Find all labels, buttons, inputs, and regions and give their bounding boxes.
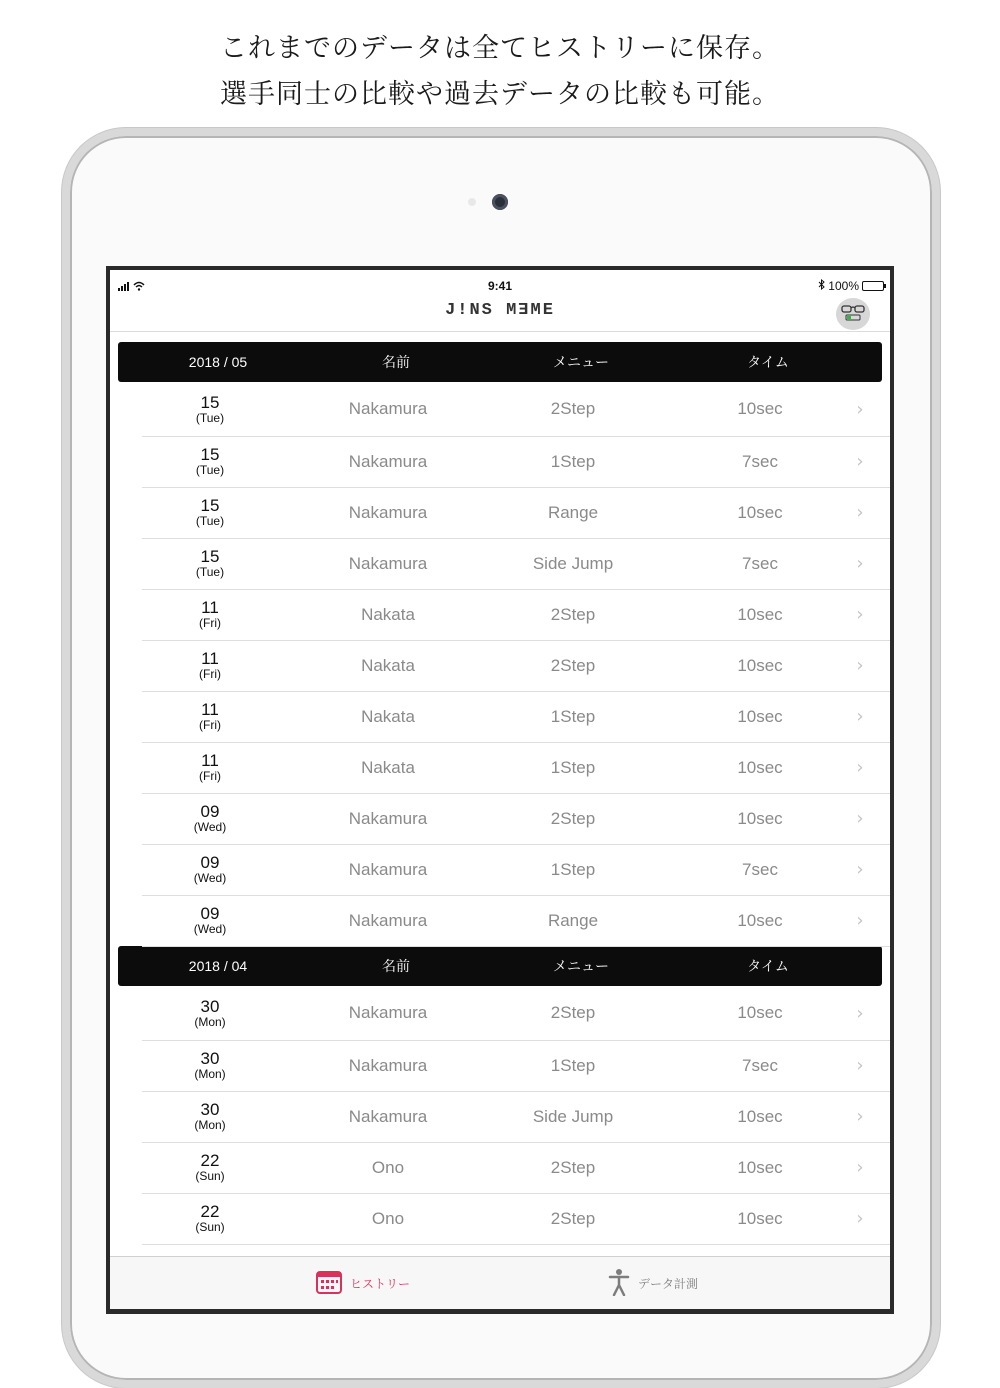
row-time: 10sec [737, 399, 783, 418]
chevron-right-icon: › [856, 910, 864, 931]
row-menu: 2Step [550, 399, 596, 418]
row-day: 22 [200, 1202, 220, 1222]
section-header [118, 946, 882, 986]
history-row[interactable] [110, 1193, 890, 1244]
row-name: Ono [371, 1208, 405, 1228]
column-header-menu: メニュー [553, 958, 609, 974]
row-name: Nakamura [348, 451, 428, 471]
row-date [110, 497, 310, 527]
row-time: 10sec [737, 910, 783, 930]
row-weekday: (Wed) [193, 922, 227, 937]
history-row[interactable] [110, 691, 890, 742]
row-menu: 1Step [550, 859, 596, 879]
chevron-right-icon: › [856, 706, 864, 727]
history-row[interactable] [110, 742, 890, 793]
row-weekday: (Fri) [199, 667, 221, 682]
row-name: Nakamura [348, 1055, 428, 1075]
row-menu: 1Step [550, 757, 596, 777]
row-weekday: (Mon) [194, 1118, 226, 1133]
row-menu: 1Step [550, 451, 596, 471]
history-row[interactable] [110, 487, 890, 538]
front-camera [492, 194, 508, 210]
history-row[interactable] [110, 382, 890, 436]
row-time: 10sec [737, 604, 783, 624]
sensor-dot [468, 198, 476, 206]
row-date [110, 599, 310, 629]
chevron-right-icon: › [856, 1055, 864, 1076]
row-date [110, 650, 310, 680]
row-weekday: (Fri) [199, 718, 221, 733]
tab-measure[interactable] [608, 1257, 698, 1310]
row-day: 15 [200, 445, 220, 465]
row-time: 10sec [737, 1003, 783, 1022]
glasses-icon [841, 302, 865, 326]
row-weekday: (Sun) [195, 1220, 225, 1235]
row-menu: Side Jump [532, 1106, 614, 1126]
row-day: 09 [200, 802, 220, 822]
row-day: 09 [200, 904, 220, 924]
row-date [110, 394, 310, 424]
row-name: Nakata [361, 604, 415, 624]
row-menu: 1Step [550, 706, 596, 726]
battery-icon [862, 281, 884, 291]
chevron-right-icon: › [856, 1002, 864, 1024]
chevron-right-icon: › [856, 1106, 864, 1127]
person-icon [608, 1268, 630, 1299]
history-row[interactable] [110, 1040, 890, 1091]
row-date [110, 752, 310, 782]
glasses-status-button[interactable] [836, 298, 870, 330]
row-date [110, 998, 310, 1028]
row-day: 30 [200, 1100, 220, 1120]
row-name: Nakamura [348, 1003, 428, 1022]
row-day: 15 [200, 496, 220, 516]
row-time: 10sec [737, 1208, 783, 1228]
row-name: Nakamura [348, 502, 428, 522]
row-menu: 2Step [550, 1003, 596, 1022]
row-weekday: (Tue) [195, 463, 225, 478]
row-weekday: (Mon) [194, 1014, 226, 1029]
tab-history-label: ヒストリー [350, 1277, 411, 1291]
row-weekday: (Tue) [195, 565, 225, 580]
history-row[interactable] [110, 986, 890, 1040]
row-date [110, 548, 310, 578]
section-month: 2018 / 04 [188, 958, 248, 974]
section-month: 2018 / 05 [188, 354, 248, 370]
history-row[interactable] [110, 436, 890, 487]
row-menu: 2Step [550, 604, 596, 624]
row-date [110, 701, 310, 731]
row-time: 10sec [737, 808, 783, 828]
row-date [110, 446, 310, 476]
row-day: 11 [201, 649, 219, 669]
row-name: Nakamura [348, 910, 428, 930]
chevron-right-icon: › [856, 655, 864, 676]
row-menu: 2Step [550, 1208, 596, 1228]
history-row[interactable] [110, 589, 890, 640]
row-day: 30 [200, 1049, 220, 1069]
row-name: Nakamura [348, 399, 428, 418]
row-time: 7sec [742, 451, 778, 471]
row-menu: 2Step [550, 1157, 596, 1177]
row-date [110, 1152, 310, 1182]
app-screen [106, 266, 894, 1314]
history-row[interactable] [110, 1091, 890, 1142]
column-header-name: 名前 [382, 958, 410, 974]
column-header-time: タイム [747, 354, 789, 370]
row-time: 10sec [737, 655, 783, 675]
status-time: 9:41 [487, 279, 513, 293]
row-menu: 2Step [550, 808, 596, 828]
row-time: 10sec [737, 1157, 783, 1177]
row-time: 10sec [737, 757, 783, 777]
history-row[interactable] [110, 895, 890, 946]
row-name: Nakamura [348, 553, 428, 573]
row-weekday: (Sun) [195, 1169, 225, 1184]
row-date [110, 803, 310, 833]
row-time: 7sec [742, 1055, 778, 1075]
row-day: 09 [200, 853, 220, 873]
caption-line-2: 選手同士の比較や過去データの比較も可能。 [220, 79, 780, 110]
row-day: 15 [200, 392, 220, 412]
history-row[interactable] [110, 793, 890, 844]
row-weekday: (Tue) [195, 410, 225, 425]
row-name: Nakata [361, 757, 415, 777]
history-row[interactable] [110, 640, 890, 691]
row-weekday: (Wed) [193, 820, 227, 835]
tab-measure-label: データ計測 [638, 1277, 699, 1291]
battery-percent: 100% [828, 279, 859, 293]
row-menu: 1Step [550, 1055, 596, 1075]
status-right [818, 279, 884, 293]
row-name: Ono [371, 1157, 405, 1177]
row-time: 10sec [737, 1106, 783, 1126]
row-weekday: (Mon) [194, 1067, 226, 1082]
row-date [110, 1101, 310, 1131]
column-header-menu: メニュー [553, 354, 609, 370]
chevron-right-icon: › [856, 757, 864, 778]
row-time: 10sec [737, 706, 783, 726]
app-logo: J!NS MƎME [445, 301, 555, 320]
row-name: Nakata [361, 655, 415, 675]
history-list [110, 342, 890, 1244]
chevron-right-icon: › [856, 859, 864, 880]
history-row[interactable] [110, 844, 890, 895]
caption-line-1: これまでのデータは全てヒストリーに保存。 [220, 33, 780, 64]
nav-bar [110, 292, 890, 332]
chevron-right-icon: › [856, 553, 864, 574]
tab-history[interactable] [316, 1257, 410, 1310]
chevron-right-icon: › [856, 1208, 864, 1229]
column-header-time: タイム [747, 958, 789, 974]
row-name: Nakamura [348, 859, 428, 879]
row-time: 10sec [737, 502, 783, 522]
row-date [110, 854, 310, 884]
row-day: 11 [201, 751, 219, 771]
row-menu: Range [547, 502, 599, 522]
row-day: 30 [200, 996, 220, 1016]
history-row[interactable] [110, 1142, 890, 1193]
bluetooth-icon [818, 279, 825, 293]
row-day: 11 [201, 700, 219, 720]
chevron-right-icon: › [856, 808, 864, 829]
row-weekday: (Fri) [199, 616, 221, 631]
row-date [110, 1050, 310, 1080]
calendar-icon [316, 1270, 342, 1297]
row-weekday: (Tue) [195, 514, 225, 529]
row-weekday: (Fri) [199, 769, 221, 784]
chevron-right-icon: › [856, 502, 864, 523]
row-menu: Range [547, 910, 599, 930]
row-name: Nakata [361, 706, 415, 726]
chevron-right-icon: › [856, 451, 864, 472]
status-bar [110, 270, 890, 292]
section-header [118, 342, 882, 382]
chevron-right-icon: › [856, 1157, 864, 1178]
chevron-right-icon: › [856, 398, 864, 420]
row-weekday: (Wed) [193, 871, 227, 886]
tab-bar [110, 1256, 890, 1309]
history-row[interactable] [110, 538, 890, 589]
row-name: Nakamura [348, 808, 428, 828]
row-date [110, 905, 310, 935]
row-day: 11 [201, 598, 219, 618]
row-time: 7sec [742, 859, 778, 879]
chevron-right-icon: › [856, 604, 864, 625]
row-day: 22 [200, 1151, 220, 1171]
row-day: 15 [200, 547, 220, 567]
row-name: Nakamura [348, 1106, 428, 1126]
row-menu: 2Step [550, 655, 596, 675]
row-time: 7sec [742, 553, 778, 573]
row-menu: Side Jump [532, 553, 614, 573]
row-date [110, 1203, 310, 1233]
column-header-name: 名前 [382, 354, 410, 370]
